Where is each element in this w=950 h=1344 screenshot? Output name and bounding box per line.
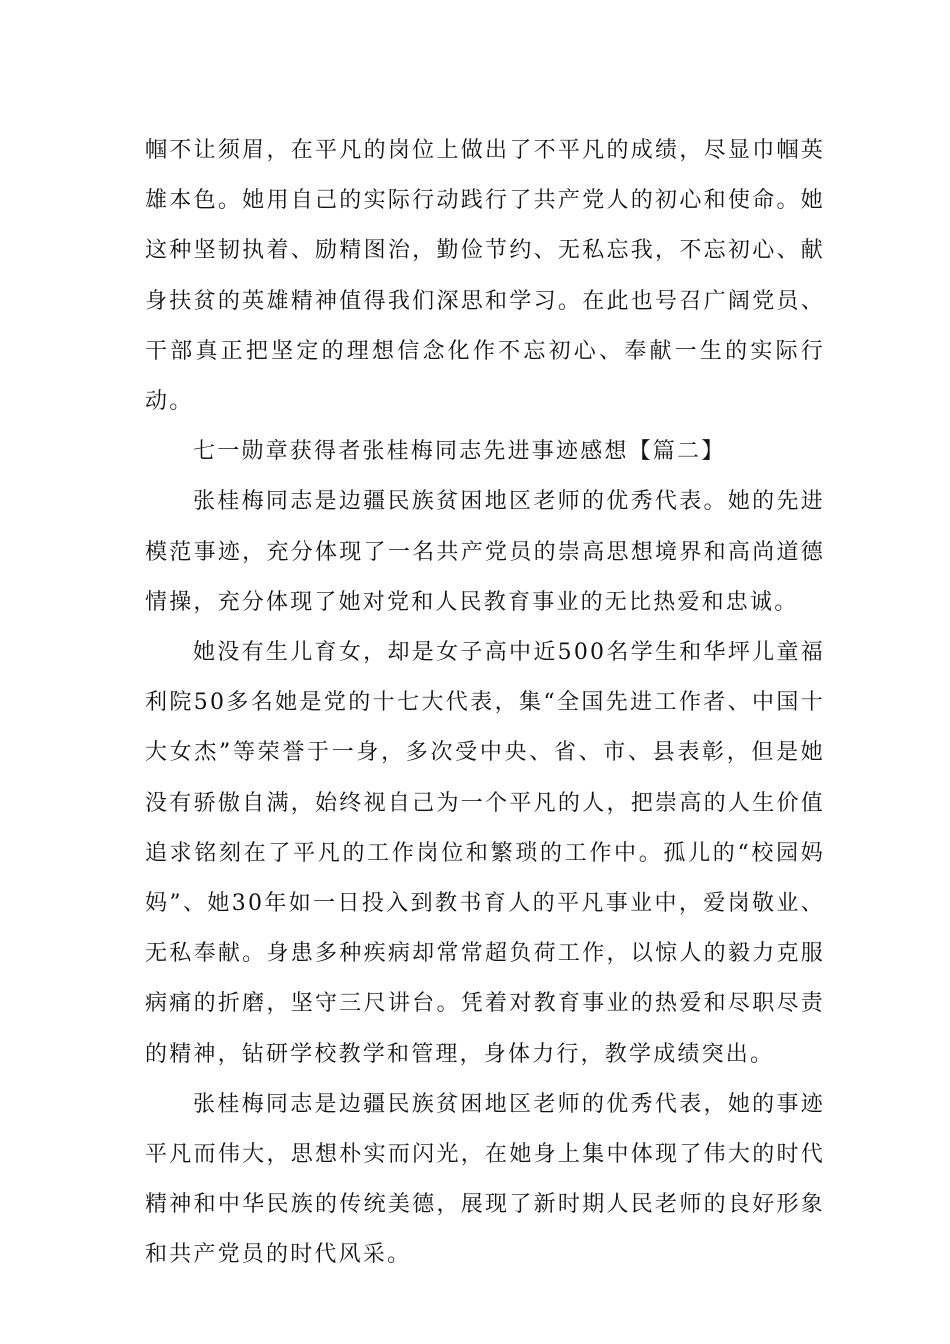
paragraph: 张桂梅同志是边疆民族贫困地区老师的优秀代表，她的事迹平凡而伟大，思想朴实而闪光，在她身上集中体现了伟大的时代精神和中华民族的传统美德，展现了新时期人民老师的良好形象和共产党员的时代风采。	[145, 1091, 825, 1268]
document-body	[145, 126, 825, 1281]
section-heading: 七一勋章获得者张桂梅同志先进事迹感想【篇二】	[193, 439, 726, 465]
paragraph-continued: 帼不让须眉，在平凡的岗位上做出了不平凡的成绩，尽显巾帼英雄本色。她用自己的实际行动践行了共产党人的初心和使命。她这种坚韧执着、励精图治，勤俭节约、无私忘我，不忘初心、献身扶贫的英雄精神值得我们深思和学习。在此也号召广阔党员、干部真正把坚定的理想信念化作不忘初心、奉献一生的实际行动。	[145, 138, 825, 415]
paragraph: 张桂梅同志是边疆民族贫困地区老师的优秀代表。她的先进模范事迹，充分体现了一名共产党员的崇高思想境界和高尚道德情操，充分体现了她对党和人民教育事业的无比热爱和忠诚。	[145, 489, 825, 615]
paragraph: 她没有生儿育女，却是女子高中近500名学生和华坪儿童福利院50多名她是党的十七大代表，集“全国先进工作者、中国十大女杰”等荣誉于一身，多次受中央、省、市、县表彰，但是她没有骄傲自满，始终视自己为一个平凡的人，把崇高的人生价值追求铭刻在了平凡的工作岗位和繁琐的工作中。孤儿的“校园妈妈”、她30年如一日投入到教书育人的平凡事业中，爱岗敬业、无私奉献。身患多种疾病却常常超负荷工作，以惊人的毅力克服病痛的折磨，坚守三尺讲台。凭着对教育事业的热爱和尽职尽责的精神，钻研学校教学和管理，身体力行，教学成绩突出。	[145, 640, 825, 1067]
